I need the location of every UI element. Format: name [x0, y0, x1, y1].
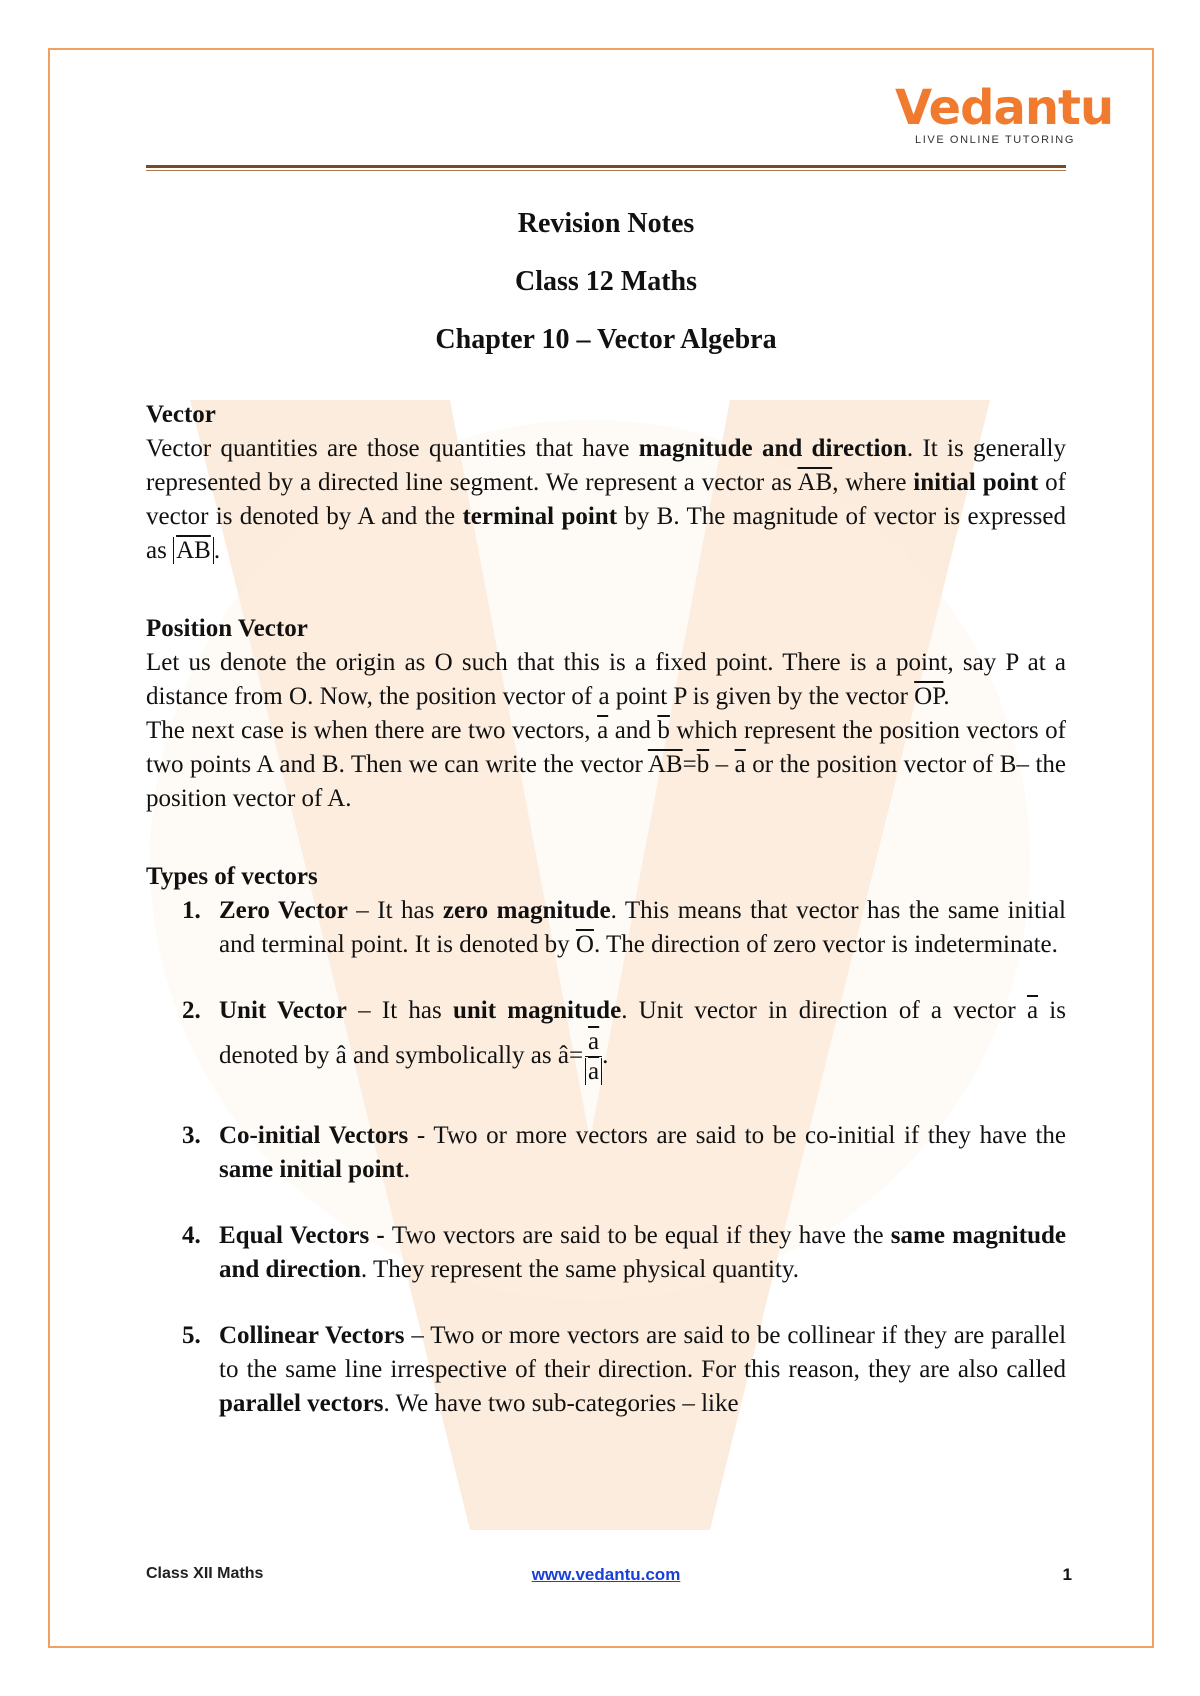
magnitude-ab: $\overline{AB}$	[173, 537, 214, 564]
footer-website-link[interactable]: www.vedantu.com	[531, 1565, 681, 1584]
list-item: 3. Co-initial Vectors - Two or more vectors are said to be co-initial if they have the same initial point.	[182, 1122, 1066, 1183]
section-position-vector	[146, 612, 1066, 816]
list-item: 2. Unit Vector – It has unit magnitude. Unit vector in direction of a vector $\overline{a}$ is denoted by â and symbolically as â= $\frac{\overline{a}}{a}$ .	[182, 997, 1066, 1085]
types-list	[146, 894, 1066, 1421]
section-heading-types: Types of vectors	[146, 863, 318, 890]
doc-subtitle: Class 12 Maths	[514, 266, 697, 297]
vector-paragraph: Vector quantities are those quantities that have magnitude and direction. It is generally represented by a directed line segment. We represent a vector as $\overline{AB}$, where initial point of vector is denoted by A and the terminal point by B. The magnitude of vector is expressed as $\overline{AB}$ .	[146, 435, 1067, 564]
doc-title: Revision Notes	[517, 208, 695, 239]
section-heading-position: Position Vector	[146, 615, 308, 642]
position-paragraph-1: Let us denote the origin as O such that this is a fixed point. There is a point, say P at a distance from O. Now, the position vector of a point P is given by the vector $\overline{OP}$.	[146, 649, 1066, 710]
chapter-title: Chapter 10 – Vector Algebra	[435, 324, 777, 355]
vector-ab: $\overline{AB}$	[797, 469, 833, 496]
list-item: 4. Equal Vectors - Two vectors are said to be equal if they have the same magnitude and direction. They represent the same physical quantity.	[182, 1222, 1066, 1283]
logo-tagline: LIVE ONLINE TUTORING	[915, 134, 1075, 146]
list-item: 5. Collinear Vectors – Two or more vectors are said to be collinear if they are parallel to the same line irrespective of their direction. For this reason, they are also called parallel vectors. We have two sub-categories – like	[182, 1322, 1067, 1417]
section-vector	[146, 398, 1066, 568]
section-heading-vector: Vector	[146, 401, 216, 428]
document-body	[146, 208, 1066, 1421]
list-item: 1. Zero Vector – It has zero magnitude. This means that vector has the same initial and terminal point. It is denoted by $\overline{O}$. The direction of zero vector is indeterminate.	[182, 897, 1066, 958]
logo-wordmark: Vedantu	[895, 80, 1114, 136]
header-divider-thin	[146, 170, 1066, 171]
section-types	[146, 860, 1066, 1421]
brand-logo[interactable]	[895, 80, 1114, 146]
unit-vector-fraction: $\frac{\overline{a}}{a}$	[585, 1028, 602, 1087]
page-number: 1	[1062, 1565, 1072, 1584]
position-paragraph-2: The next case is when there are two vectors, $\overline{a}$ and $\overline{b}$ which represent the position vectors of two points A and B. Then we can write the vector $\overline{AB}=\overline{b} - \overline{a}$ or the position vector of B– the position vector of A.	[146, 717, 1066, 812]
footer-class-label: Class XII Maths	[146, 1565, 264, 1582]
header-divider	[146, 165, 1066, 168]
